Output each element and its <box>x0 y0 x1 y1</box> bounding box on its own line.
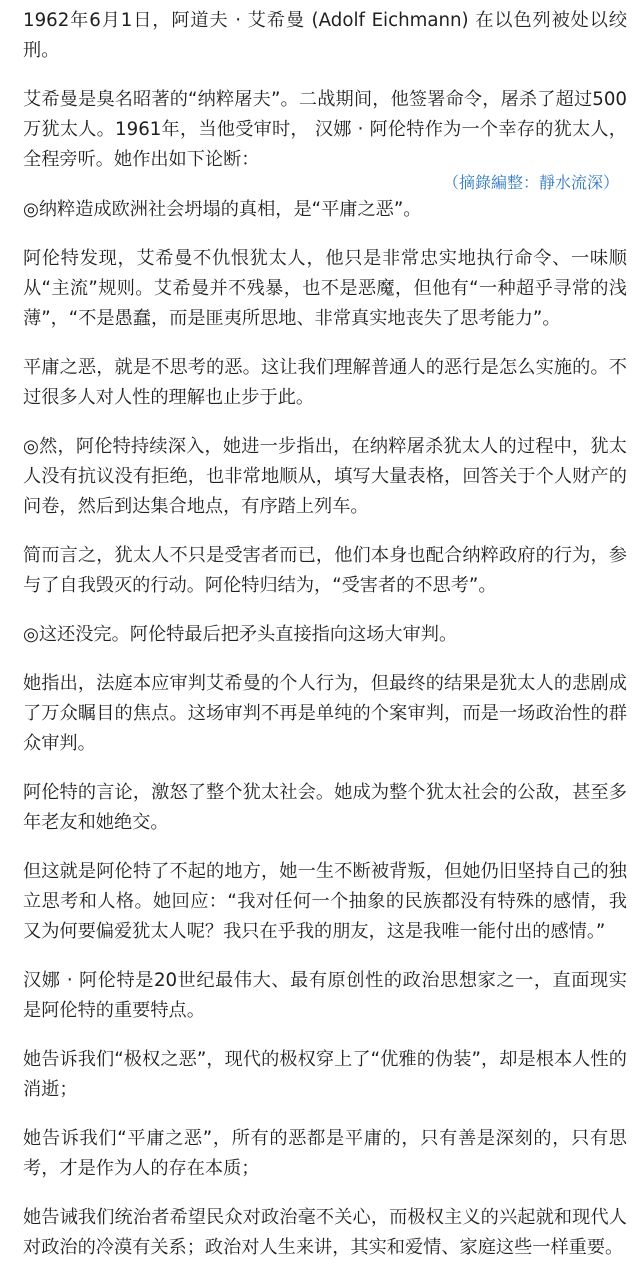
paragraph-trial-critique: ◎这还没完。阿伦特最后把矛头直接指向这场大审判。 <box>23 624 458 645</box>
paragraph-arendt-response: 但这就是阿伦特了不起的地方，她一生不断被背叛，但她仍旧坚持自己的独立思考和人格。她回应：“我对任何一个抽象的民族都没有特殊的感情，我又为何要偏爱犹太人呢？我只在乎我的朋友，这是我唯一能付出的感情。” <box>23 861 627 942</box>
paragraph-political-apathy: 她告诫我们统治者希望民众对政治毫不关心，而极权主义的兴起就和现代人对政治的冷漠有关系；政治对人生来讲，其实和爱情、家庭这些一样重要。 <box>23 1207 627 1258</box>
paragraph-arendt-discovery: 阿伦特发现，艾希曼不仇恨犹太人，他只是非常忠实地执行命令、一味顺从“主流”规则。艾希曼并不残暴，也不是恶魔，但他有“一种超乎寻常的浅薄”，“不是愚蠢，而是匪夷所思地、非常真实地丧失了思考能力”。 <box>23 248 627 329</box>
paragraph-execution: 1962年6月1日，阿道夫 · 艾希曼 (Adolf Eichmann) 在以色列被处以绞刑。 <box>23 10 627 61</box>
paragraph-banality-thesis: ◎纳粹造成欧洲社会坍塌的真相，是“平庸之恶”。 <box>23 199 422 220</box>
paragraph-victims-thoughtless: 简而言之，犹太人不只是受害者而已，他们本身也配合纳粹政府的行为，参与了自我毁灭的行动。阿伦特归结为，“受害者的不思考”。 <box>23 545 627 596</box>
credit-note: （摘錄編整：靜水流深） <box>442 173 619 192</box>
paragraph-banal-evil: 她告诉我们“平庸之恶”，所有的恶都是平庸的，只有善是深刻的，只有思考，才是作为人的存在本质； <box>23 1128 627 1179</box>
paragraph-totalitarian-evil: 她告诉我们“极权之恶”，现代的极权穿上了“优雅的伪装”，却是根本人性的消逝； <box>23 1049 627 1100</box>
paragraph-eichmann-intro: 艾希曼是臭名昭著的“纳粹屠夫”。二战期间，他签署命令，屠杀了超过500万犹太人。1961年，当他受审时， 汉娜 · 阿伦特作为一个幸存的犹太人，全程旁听。她作出如下论断： <box>23 89 627 170</box>
paragraph-jewish-compliance: ◎然，阿伦特持续深入，她进一步指出，在纳粹屠杀犹太人的过程中，犹太人没有抗议没有拒绝，也非常地顺从，填写大量表格，回答关于个人财产的问卷，然后到达集合地点，有序踏上列车。 <box>23 436 627 517</box>
paragraph-banality-definition: 平庸之恶，就是不思考的恶。这让我们理解普通人的恶行是怎么实施的。不过很多人对人性的理解也止步于此。 <box>23 357 627 408</box>
paragraph-arendt-legacy: 汉娜 · 阿伦特是20世纪最伟大、最有原创性的政治思想家之一，直面现实是阿伦特的重要特点。 <box>23 970 627 1021</box>
paragraph-political-trial: 她指出，法庭本应审判艾希曼的个人行为，但最终的结果是犹太人的悲剧成了万众瞩目的焦点。这场审判不再是单纯的个案审判，而是一场政治性的群众审判。 <box>23 673 627 754</box>
paragraph-backlash: 阿伦特的言论，激怒了整个犹太社会。她成为整个犹太社会的公敌，甚至多年老友和她绝交。 <box>23 782 627 833</box>
